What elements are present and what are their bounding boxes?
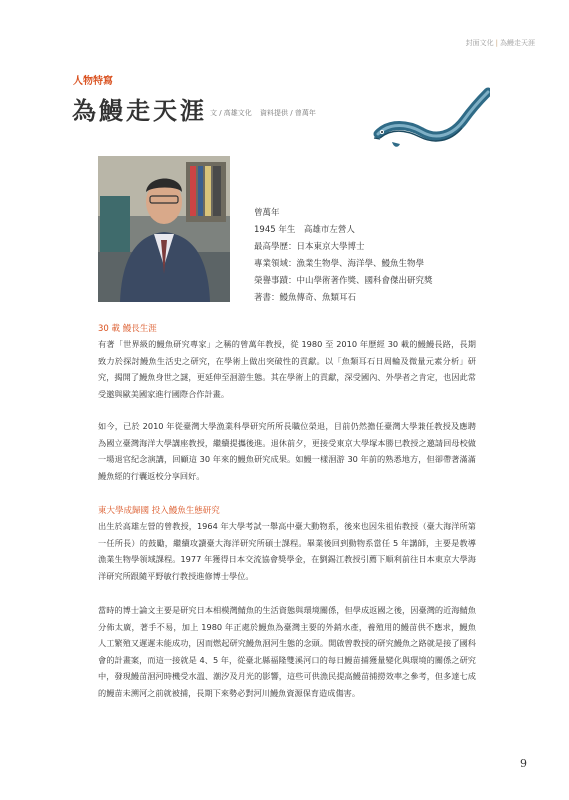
- body-paragraph: 當時的博士論文主要是研究日本相模灣鯖魚的生活資態與環境關係，但學成返國之後，因臺灣的近海鯖魚分佈太廣，著手不易，加上 1980 年正處於鰻魚為臺灣主要的外銷水產，養殖用的鰻苗供不應求，鰻魚人工繁殖又遲遲未能成功，因而燃起研究鰻魚洄河生態的念頭。開啟曾教授的研究鰻魚之路就是接了國科會的計畫案，而這一接就是 4、5 年，從臺北縣福隆雙溪河口的每日鰻苗捕獲量變化與環境的關係之研究中，發現鰻苗洄河時機受水溫、潮汐及月光的影響，這些可供漁民提高鰻苗捕撈效率之參考，但多達七成的鰻苗未溯河之前就被捕，長期下來勢必對河川鰻魚資源保育造成傷害。: [98, 605, 476, 698]
- body-paragraph: 如今，已於 2010 年從臺灣大學漁業科學研究所所長職位榮退，目前仍然擔任臺灣大學兼任教授及應聘為國立臺灣海洋大學講座教授，繼續提攜後進。退休前夕，更接受東京大學塚本勝巳教授之邀請回母校做一場退官紀念演講，回顧這 30 年來的鰻魚研究成果。如鰻一樣洄游 30 年前的熟悉地方，但卻帶著滿滿鰻魚經的行囊返校分享回好。: [98, 421, 476, 481]
- section-tag: 人物特寫: [73, 76, 113, 87]
- byline-writer: 文 / 高雄文化: [210, 109, 252, 117]
- page-title: 為鰻走天涯: [72, 96, 207, 125]
- profile-works: 著書：鰻魚傳奇、魚類耳石: [254, 293, 357, 303]
- profile-fields: 專業領域：漁業生物學、海洋學、鰻魚生物學: [254, 259, 425, 269]
- byline: [210, 108, 322, 118]
- portrait-photo: [98, 156, 230, 302]
- profile-birth: 1945 年生 高雄市左營人: [254, 225, 355, 235]
- profile-honors: 榮譽事蹟：中山學術著作獎、國科會傑出研究獎: [254, 276, 433, 286]
- eel-illustration: [370, 82, 490, 152]
- running-header: [466, 38, 535, 48]
- section-heading: 東大學成歸國 投入鰻魚生態研究: [98, 506, 220, 516]
- section-heading: 30 載 鰻長生涯: [98, 324, 157, 334]
- header-separator: |: [495, 39, 498, 47]
- body-paragraph: 有著「世界級的鰻魚研究專家」之稱的曾萬年教授，從 1980 至 2010 年歷經 30 載的鰻鰻長路，長期致力於探討鰻魚生活史之研究，在學術上做出突破性的貢獻。以「魚類耳石日周輪及微量元素分析」研究，揭開了鰻魚身世之謎，更延伸至洄游生態。其在學術上的貢獻，深受國內、外學者之肯定，也因此常受邀與歐美國家進行國際合作計畫。: [98, 339, 476, 399]
- body-paragraph: 出生於高雄左營的曾教授，1964 年大學考試一舉高中臺大動物系，後來也因朱祖佑教授（臺大海洋所第一任所長）的鼓勵，繼續攻讀臺大海洋研究所碩士課程。畢業後回到動物系當任 5 年講師，主要是教導漁業生物學領域課程。1977 年獲得日本交流協會獎學金，在劉錫江教授引薦下順利前往日本東京大學海洋研究所跟隨平野敏行教授進修博士學位。: [98, 521, 476, 581]
- profile-box: [254, 205, 433, 307]
- byline-photo-credit: 資料提供 / 曾萬年: [260, 109, 316, 117]
- profile-education: 最高學歷：日本東京大學博士: [254, 242, 365, 252]
- profile-name: 曾萬年: [254, 208, 280, 218]
- header-section: 為鰻走天涯: [500, 39, 535, 47]
- page-number: 9: [520, 757, 527, 770]
- publication-name: 封面文化: [465, 39, 494, 47]
- portrait-illustration: [98, 156, 230, 302]
